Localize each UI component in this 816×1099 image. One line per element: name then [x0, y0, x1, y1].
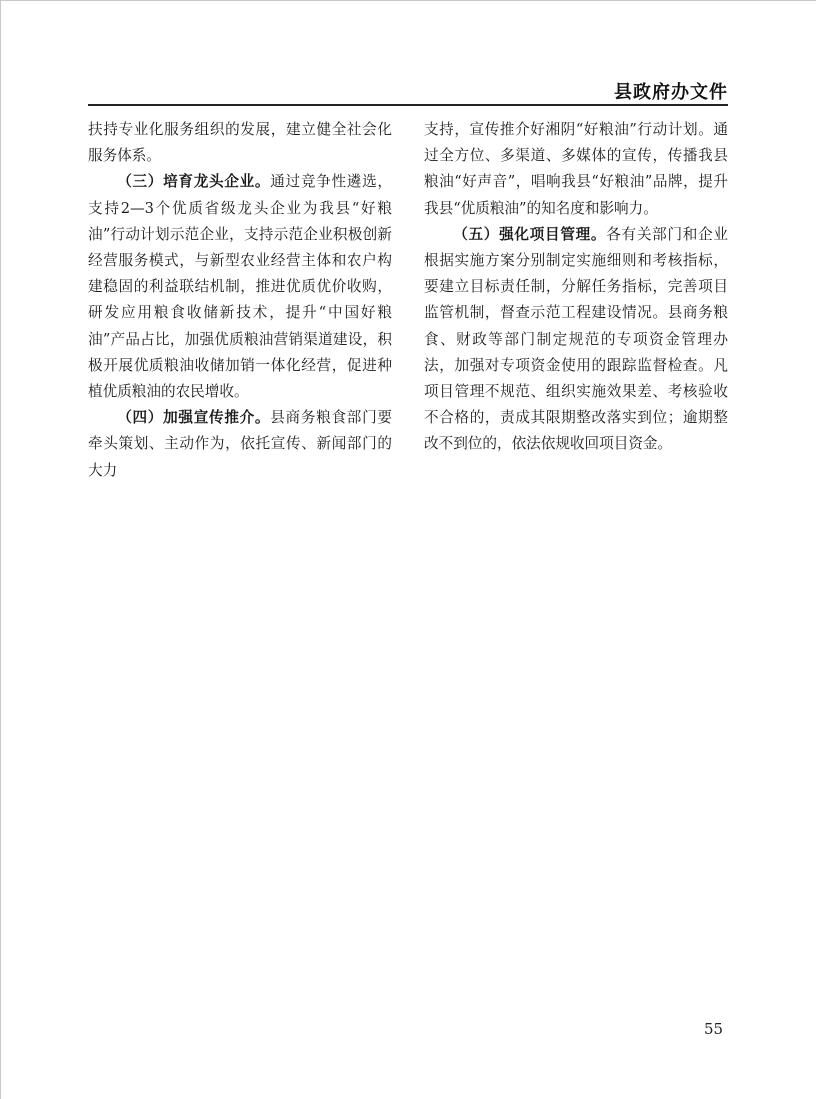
section-body-5: 各有关部门和企业根据实施方案分别制定实施细则和考核指标，要建立目标责任制，分解任务指标，完善项目监管机制，督查示范工程建设情况。县商务粮食、财政等部门制定规范的专项资金管理办法，加强对专项资金使用的跟踪监督检查。凡项目管理不规范、组织实施效果差、考核验收不合格的，责成其限期整改落实到位；逾期整改不到位的，依法依规收回项目资金。 — [424, 225, 728, 453]
section-heading-5: （五）强化项目管理。 — [453, 225, 607, 243]
section-heading-4: （四）加强宣传推介。 — [117, 409, 271, 427]
paragraph-publicity — [88, 405, 392, 484]
right-column — [424, 117, 728, 458]
section-body-4: 县商务粮食部门要牵头策划、主动作为，依托宣传、新闻部门的大力 — [88, 409, 392, 479]
paragraph-project-management — [424, 222, 728, 458]
page-border-left — [0, 0, 1, 1099]
section-heading-3: （三）培育龙头企业。 — [117, 173, 271, 191]
header-rule — [88, 104, 728, 106]
paragraph-continuation-right: 支持，宣传推介好湘阴“好粮油”行动计划。通过全方位、多渠道、多媒体的宣传，传播我县粮油“好声音”，唱响我县“好粮油”品牌，提升我县“优质粮油”的知名度和影响力。 — [424, 121, 728, 217]
page-number: 55 — [704, 1020, 724, 1038]
section-body-3: 通过竞争性遴选，支持2—3个优质省级龙头企业为我县“好粮油”行动计划示范企业，支持示范企业积极创新经营服务模式，与新型农业经营主体和农户构建稳固的利益联结机制，推进优质优价收购，研发应用粮食收储新技术，提升“中国好粮油”产品占比，加强优质粮油营销渠道建设，积极开展优质粮油收储加销一体化经营，促进种植优质粮油的农民增收。 — [88, 173, 392, 401]
page-border-top — [0, 0, 816, 1]
left-column — [88, 117, 392, 484]
running-header-title: 县政府办文件 — [614, 82, 728, 103]
paragraph-leading-enterprises — [88, 169, 392, 405]
paragraph-continuation: 扶持专业化服务组织的发展，建立健全社会化服务体系。 — [88, 121, 392, 165]
